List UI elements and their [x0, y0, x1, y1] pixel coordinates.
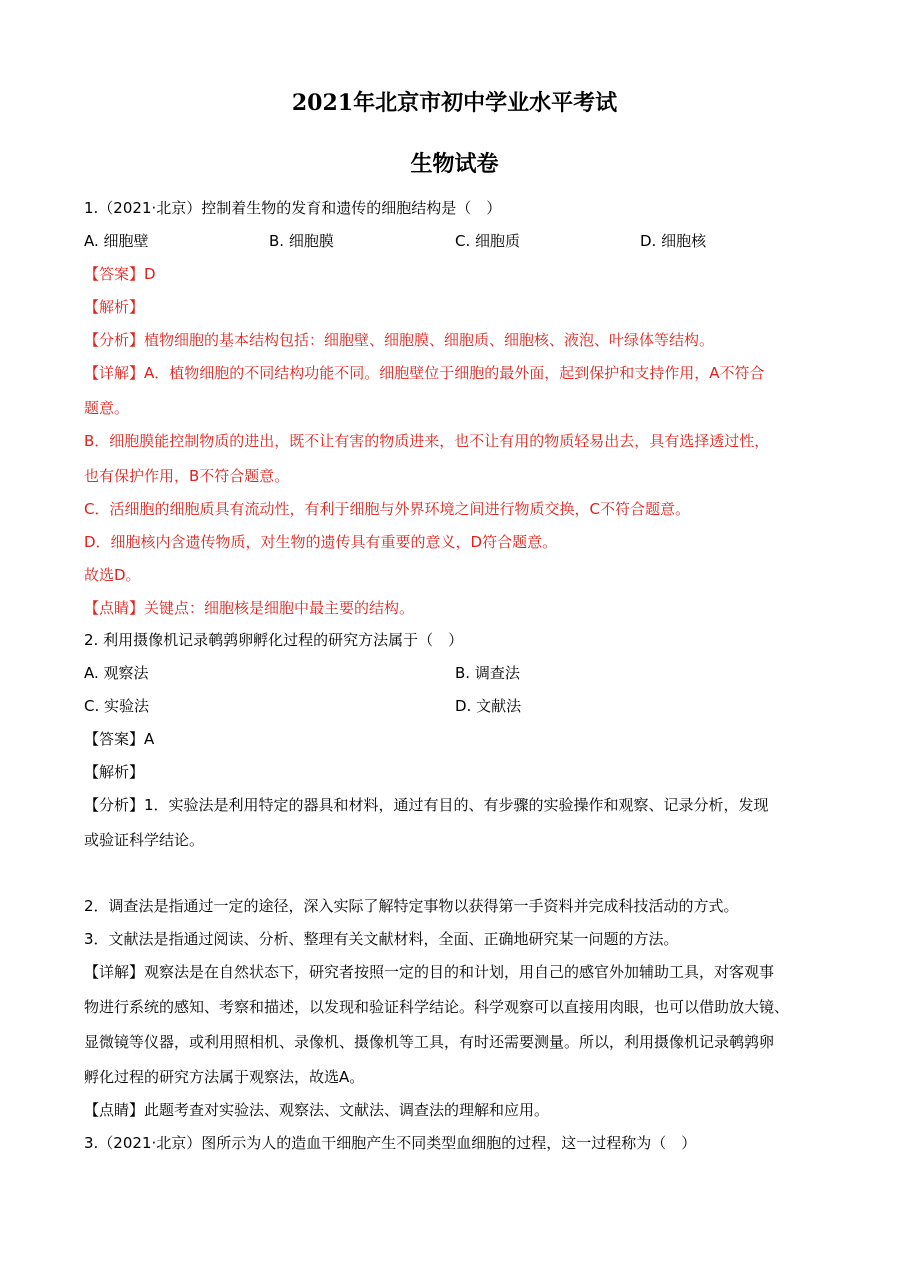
q2-dianjing: 【点睛】此题考查对实验法、观察法、文献法、调查法的理解和应用。	[84, 1101, 550, 1119]
q2-answer: 【答案】A	[84, 730, 155, 748]
exam-title: 2021年北京市初中学业水平考试	[291, 90, 618, 116]
q1-option-b: B. 细胞膜	[269, 232, 334, 250]
q2-xiangjie-line1: 【详解】观察法是在自然状态下，研究者按照一定的目的和计划，用自己的感官外加辅助工具，对客观事	[84, 963, 775, 981]
exam-subtitle: 生物试卷	[410, 152, 499, 177]
q1-fenxi: 【分析】植物细胞的基本结构包括：细胞壁、细胞膜、细胞质、细胞核、液泡、叶绿体等结构。	[84, 331, 715, 349]
q1-answer: 【答案】D	[84, 265, 156, 283]
q1-dianjing: 【点睛】关键点：细胞核是细胞中最主要的结构。	[84, 599, 415, 617]
q1-analysis-label: 【解析】	[84, 298, 145, 316]
q1-option-b-explain-line2: 也有保护作用，B不符合题意。	[84, 467, 290, 485]
q1-option-d-explain: D．细胞核内含遗传物质，对生物的遗传具有重要的意义，D符合题意。	[84, 533, 558, 551]
q2-analysis-label: 【解析】	[84, 763, 145, 781]
q2-fenxi-line1: 【分析】1．实验法是利用特定的器具和材料，通过有目的、有步骤的实验操作和观察、记录分析，发现	[84, 796, 769, 814]
q1-stem: 1.（2021·北京）控制着生物的发育和遗传的细胞结构是（ ）	[84, 199, 502, 217]
q1-option-b-explain-line1: B．细胞膜能控制物质的进出，既不让有害的物质进来，也不让有用的物质轻易出去，具有选择透过性，	[84, 432, 770, 450]
q1-xiangjie-line1: 【详解】A．植物细胞的不同结构功能不同。细胞壁位于细胞的最外面，起到保护和支持作用，A不符合	[84, 364, 765, 382]
q2-xiangjie-line4: 孵化过程的研究方法属于观察法，故选A。	[84, 1068, 365, 1086]
q2-option-b: B. 调查法	[455, 664, 520, 682]
q2-fenxi-line2: 或验证科学结论。	[84, 831, 205, 849]
q1-option-a: A. 细胞壁	[84, 232, 149, 250]
q2-stem: 2. 利用摄像机记录鹌鹑卵孵化过程的研究方法属于（ ）	[84, 631, 464, 649]
q1-option-d: D. 细胞核	[640, 232, 707, 250]
q1-option-c: C. 细胞质	[455, 232, 521, 250]
q1-xiangjie-line2: 题意。	[84, 399, 130, 417]
q2-xiangjie-line2: 物进行系统的感知、考察和描述，以发现和验证科学结论。科学观察可以直接用肉眼，也可以借助放大镜、	[84, 998, 790, 1016]
q1-option-c-explain: C．活细胞的细胞质具有流动性，有利于细胞与外界环境之间进行物质交换，C不符合题意。	[84, 500, 690, 518]
q2-option-d: D. 文献法	[455, 697, 522, 715]
q2-xiangjie-line3: 显微镜等仪器，或利用照相机、录像机、摄像机等工具，有时还需要测量。所以，利用摄像机记录鹌鹑卵	[84, 1033, 775, 1051]
q2-survey-method: 2．调查法是指通过一定的途径，深入实际了解特定事物以获得第一手资料并完成科技活动的方式。	[84, 897, 739, 915]
q2-option-a: A. 观察法	[84, 664, 149, 682]
q2-literature-method: 3．文献法是指通过阅读、分析、整理有关文献材料，全面、正确地研究某一问题的方法。	[84, 930, 679, 948]
q2-option-c: C. 实验法	[84, 697, 150, 715]
q1-choose: 故选D。	[84, 566, 141, 584]
q3-stem: 3.（2021·北京）图所示为人的造血干细胞产生不同类型血细胞的过程，这一过程称为（ ）	[84, 1134, 697, 1152]
